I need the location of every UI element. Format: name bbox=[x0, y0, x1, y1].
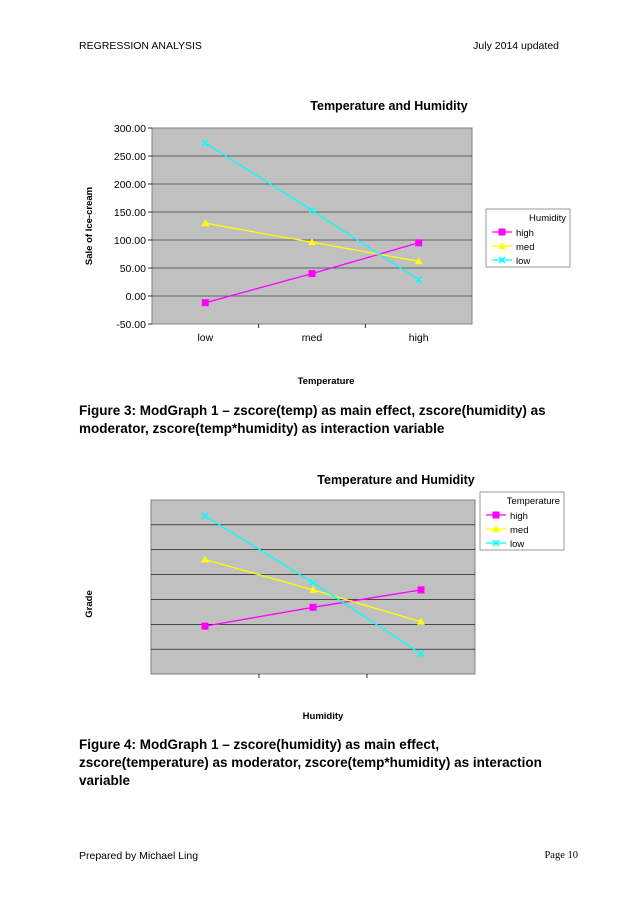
legend-marker-high bbox=[499, 229, 506, 236]
x-tick-label: low bbox=[197, 332, 214, 344]
footer-page-number: Page 10 bbox=[544, 850, 578, 861]
legend-label-low: low bbox=[516, 256, 531, 267]
legend-title: Humidity bbox=[529, 213, 566, 224]
y-tick-label: -50.00 bbox=[116, 319, 146, 331]
plot-area bbox=[152, 128, 472, 324]
y-axis-label: Sale of Ice-cream bbox=[84, 186, 95, 266]
footer-author: Prepared by Michael Ling bbox=[79, 850, 199, 862]
data-point-high bbox=[202, 623, 209, 630]
x-tick-label: med bbox=[301, 332, 323, 344]
figure-3-chart bbox=[0, 90, 638, 390]
x-axis-label: Temperature bbox=[297, 376, 355, 387]
data-point-high bbox=[310, 604, 317, 611]
legend-title: Temperature bbox=[506, 496, 560, 507]
y-tick-label: 0.00 bbox=[125, 291, 146, 303]
data-point-high bbox=[309, 270, 316, 277]
data-point-high bbox=[415, 239, 422, 246]
data-point-high bbox=[202, 299, 209, 306]
figure-4-chart bbox=[0, 462, 638, 732]
data-point-high bbox=[418, 586, 425, 593]
legend-label-med: med bbox=[516, 242, 535, 253]
x-tick-label: high bbox=[408, 332, 429, 344]
y-tick-label: 100.00 bbox=[113, 235, 146, 247]
legend-label-high: high bbox=[516, 228, 534, 239]
legend-marker-high bbox=[493, 512, 500, 519]
x-axis-label: Humidity bbox=[302, 711, 344, 722]
chart-title: Temperature and Humidity bbox=[310, 99, 468, 113]
y-tick-label: 50.00 bbox=[119, 263, 146, 275]
y-tick-label: 150.00 bbox=[113, 207, 146, 219]
figure-4-caption: Figure 4: ModGraph 1 – zscore(humidity) as main effect, zscore(temperature) as moderator, zscore(temp*humidity) as interaction variable bbox=[79, 737, 542, 788]
legend-label-med: med bbox=[510, 525, 529, 536]
y-axis-label: Grade bbox=[84, 590, 95, 618]
y-tick-label: 200.00 bbox=[113, 179, 146, 191]
legend-label-high: high bbox=[510, 511, 528, 522]
legend-label-low: low bbox=[510, 539, 525, 550]
running-header-title: REGRESSION ANALYSIS bbox=[79, 40, 202, 52]
chart-title: Temperature and Humidity bbox=[317, 473, 475, 487]
y-tick-label: 300.00 bbox=[113, 123, 146, 135]
y-tick-label: 250.00 bbox=[113, 151, 146, 163]
figure-3-caption: Figure 3: ModGraph 1 – zscore(temp) as main effect, zscore(humidity) as moderator, zscore(temp*humidity) as interaction variable bbox=[79, 403, 546, 436]
running-header-date: July 2014 updated bbox=[473, 40, 559, 52]
